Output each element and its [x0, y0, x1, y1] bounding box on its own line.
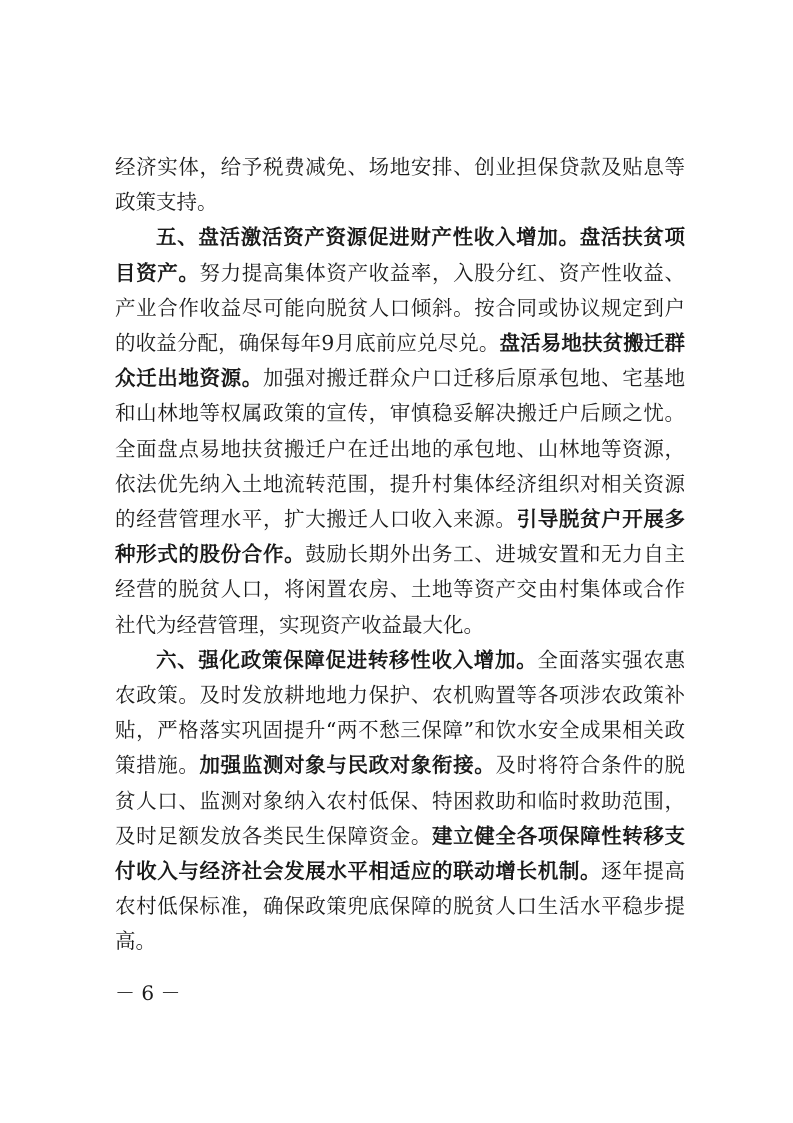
- bold-subheading: 盘活扶贫项目资产。: [115, 225, 685, 285]
- paragraph-text: 逐年提高农村低保标准，确保政策兜底保障的脱贫人口生活水平稳步提高。: [115, 859, 686, 954]
- paragraph-text: 努力提高集体资产收益率，入股分红、资产性收益、产业合作收益尽可能向脱贫人口倾斜。按合同或协议规定到户的收益分配，确保每年9月底前应兑尽兑。: [115, 260, 686, 356]
- paragraph-section-five: [115, 220, 685, 642]
- bold-subheading: 引导脱贫户开展多种形式的股份合作。: [115, 507, 686, 567]
- section-heading: 六、强化政策保障促进转移性收入增加。: [156, 647, 538, 672]
- paragraph-text: 鼓励长期外出务工、进城安置和无力自主经营的脱贫人口，将闲置农房、土地等资产交由村集体或合作社代为经营管理，实现资产收益最大化。: [115, 542, 686, 637]
- paragraph-text: 全面落实强农惠农政策。及时发放耕地地力保护、农机购置等各项涉农政策补贴，严格落实巩固提升“两不愁三保障”和饮水安全成果相关政策措施。: [115, 647, 685, 778]
- bold-subheading: 盘活易地扶贫搬迁群众迁出地资源。: [115, 331, 686, 391]
- bold-subheading: 加强监测对象与民政对象衔接。: [199, 753, 496, 778]
- bold-subheading: 建立健全各项保障性转移支付收入与经济社会发展水平相适应的联动增长机制。: [115, 823, 686, 884]
- paragraph-continuation: [115, 150, 685, 220]
- paragraph-text: 加强对搬迁群众户口迁移后原承包地、宅基地和山林地等权属政策的宣传，审慎稳妥解决搬迁户后顾之忧。全面盘点易地扶贫搬迁户在迁出地的承包地、山林地等资源，依法优先纳入土地流转范围，提升村集体经济组织对相关资源的经营管理水平，扩大搬迁人口收入来源。: [115, 366, 686, 532]
- paragraph-text: 经济实体，给予税费减免、场地安排、创业担保贷款及贴息等政策支持。: [115, 155, 685, 215]
- paragraph-text: 及时将符合条件的脱贫人口、监测对象纳入农村低保、特困救助和临时救助范围，及时足额发放各类民生保障资金。: [115, 753, 686, 848]
- document-body: [115, 150, 685, 960]
- paragraph-section-six: [115, 643, 685, 960]
- section-heading: 五、盘活激活资产资源促进财产性收入增加。: [156, 225, 580, 250]
- page-number: － 6 －: [115, 981, 181, 1005]
